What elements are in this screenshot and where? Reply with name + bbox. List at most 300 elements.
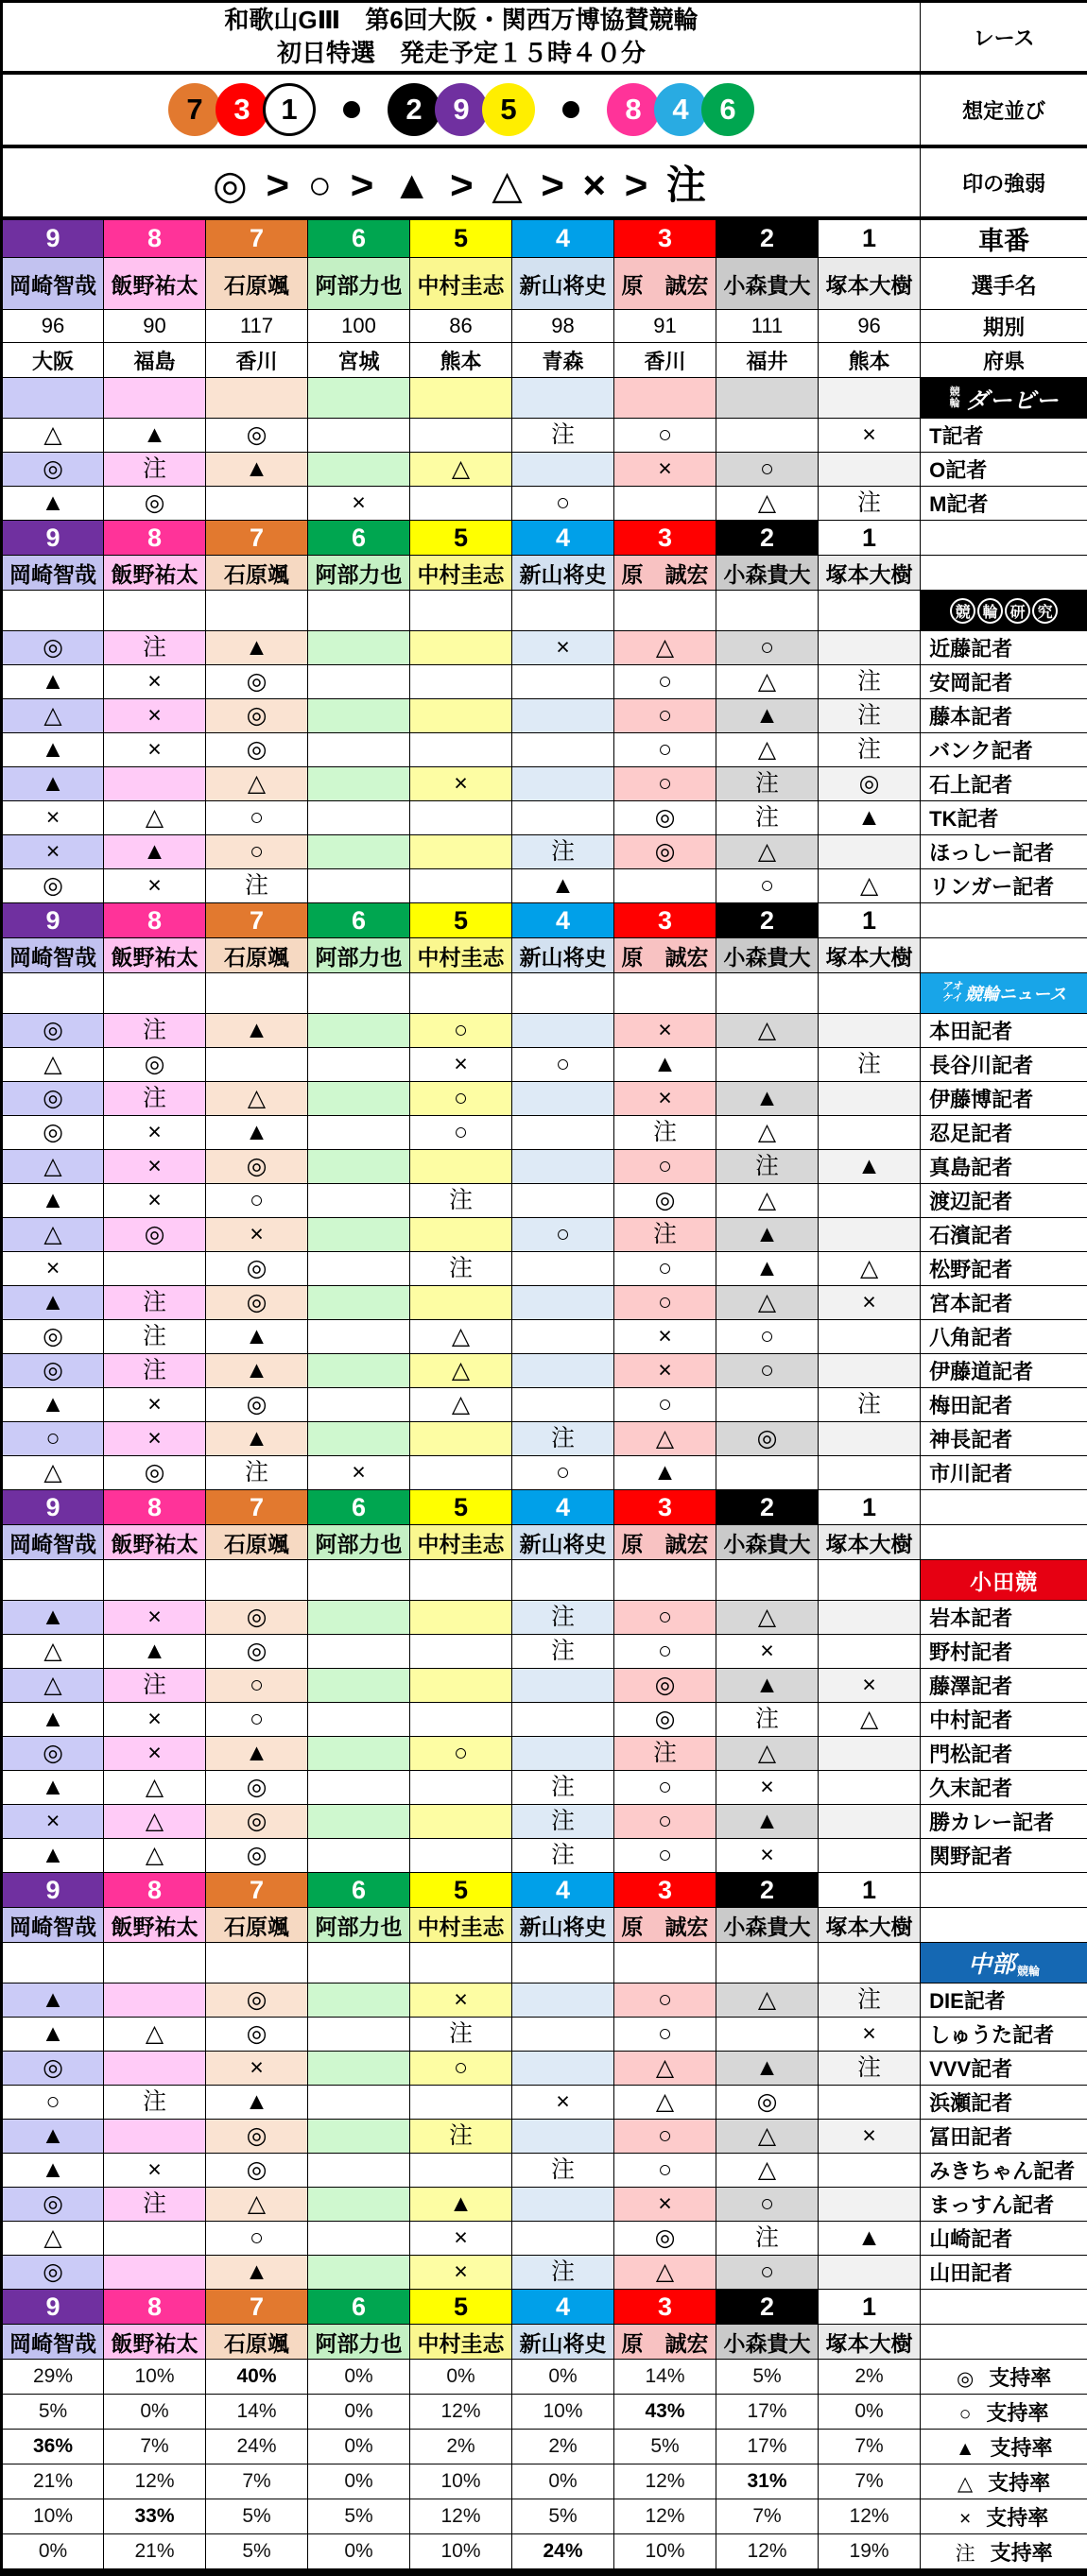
rider-period-cell: 96: [2, 310, 104, 343]
rider-name-cell: 中村圭志: [410, 1525, 512, 1560]
car-number-row: [2, 521, 1087, 556]
media-logo-row: [2, 973, 1087, 1014]
prediction-mark-cell: △: [206, 1082, 308, 1116]
rider-name-cell: 塚本大樹: [819, 938, 921, 973]
prediction-mark-cell: 注: [410, 1184, 512, 1218]
lineup-separator-dot-icon: [562, 101, 579, 118]
support-rate-cell: 0%: [308, 2534, 410, 2573]
prediction-mark-cell: ○: [614, 665, 716, 699]
car-number-cell: 6: [308, 1490, 410, 1525]
prediction-mark-cell: 注: [410, 1252, 512, 1286]
car-number-cell: 3: [614, 903, 716, 938]
rider-name-label: [921, 2325, 1087, 2360]
prediction-mark-cell: △: [104, 1771, 206, 1805]
prediction-mark-cell: ▲: [2, 665, 104, 699]
prediction-mark-cell: [308, 1150, 410, 1184]
rider-period-cell: 100: [308, 310, 410, 343]
reporter-marks-row: [2, 2154, 1087, 2188]
race-title: [2, 2, 921, 74]
prediction-mark-cell: ◎: [2, 2256, 104, 2290]
empty-cell: [512, 1943, 614, 1984]
car-number-cell: 1: [819, 2290, 921, 2325]
support-rate-label: [921, 2395, 1087, 2430]
prediction-mark-cell: ○: [716, 1354, 819, 1388]
rider-name-cell: 石原颯: [206, 1908, 308, 1943]
support-rate-cell: 12%: [410, 2395, 512, 2430]
prediction-mark-cell: [104, 2256, 206, 2290]
prediction-mark-cell: [308, 1422, 410, 1456]
car-number-cell: 7: [206, 1873, 308, 1908]
car-number-cell: 9: [2, 521, 104, 556]
reporter-name: リンガー記者: [921, 869, 1087, 903]
prediction-mark-cell: ◎: [206, 419, 308, 453]
lineup-circle-8: 8: [607, 83, 660, 136]
prediction-mark-cell: △: [716, 1014, 819, 1048]
reporter-marks-row: [2, 1805, 1087, 1839]
car-number-cell: 9: [2, 218, 104, 258]
prediction-mark-cell: ▲: [614, 1456, 716, 1490]
prediction-mark-cell: ○: [512, 1218, 614, 1252]
rider-period-cell: 91: [614, 310, 716, 343]
prediction-mark-cell: ▲: [2, 2154, 104, 2188]
prediction-mark-cell: 注: [512, 1635, 614, 1669]
prediction-mark-cell: ▲: [614, 1048, 716, 1082]
reporter-marks-row: [2, 2052, 1087, 2086]
period-row: [2, 310, 1087, 343]
car-number-cell: 9: [2, 2290, 104, 2325]
rider-name-cell: 岡崎智哉: [2, 258, 104, 310]
prediction-mark-cell: ×: [512, 2086, 614, 2120]
rider-name-label: [921, 938, 1087, 973]
prediction-mark-cell: ×: [104, 1116, 206, 1150]
media-logo-cell: [921, 591, 1087, 631]
prediction-mark-cell: [410, 1286, 512, 1320]
reporter-marks-row: [2, 1635, 1087, 1669]
prediction-mark-cell: [512, 1286, 614, 1320]
prediction-mark-cell: ×: [819, 2018, 921, 2052]
prediction-mark-cell: ◎: [614, 835, 716, 869]
rider-prefecture-cell: 熊本: [410, 343, 512, 378]
prediction-mark-cell: ◎: [2, 1116, 104, 1150]
prediction-mark-cell: [512, 2018, 614, 2052]
prediction-mark-cell: △: [410, 453, 512, 487]
support-rate-cell: 10%: [512, 2395, 614, 2430]
prediction-mark-cell: ◎: [716, 1422, 819, 1456]
empty-cell: [308, 378, 410, 419]
rider-period-cell: 117: [206, 310, 308, 343]
prediction-mark-cell: 注: [512, 835, 614, 869]
prediction-mark-cell: △: [716, 487, 819, 521]
prediction-mark-cell: 注: [819, 699, 921, 733]
aokei-logo-stack: [941, 982, 962, 1004]
prediction-mark-cell: ×: [614, 453, 716, 487]
prediction-mark-cell: [819, 1601, 921, 1635]
car-number-cell: 7: [206, 218, 308, 258]
prediction-mark-cell: △: [614, 2086, 716, 2120]
car-number-cell: 4: [512, 1490, 614, 1525]
rider-name-cell: 小森貴大: [716, 1908, 819, 1943]
car-number-cell: 5: [410, 2290, 512, 2325]
car-number-cell: 1: [819, 903, 921, 938]
reporter-name: 久末記者: [921, 1771, 1087, 1805]
car-number-cell: 4: [512, 903, 614, 938]
reporter-name: 野村記者: [921, 1635, 1087, 1669]
support-rate-cell: 12%: [716, 2534, 819, 2573]
lineup-circle-6: 6: [701, 83, 754, 136]
empty-cell: [104, 973, 206, 1014]
prediction-mark-cell: 注: [716, 767, 819, 801]
rider-name-cell: 小森貴大: [716, 556, 819, 591]
prediction-mark-cell: [410, 487, 512, 521]
prediction-mark-cell: ×: [104, 1184, 206, 1218]
prediction-mark-cell: 注: [716, 1703, 819, 1737]
prediction-mark-cell: [512, 453, 614, 487]
support-rate-label: [921, 2430, 1087, 2464]
car-number-cell: 3: [614, 1873, 716, 1908]
prediction-mark-cell: [410, 1805, 512, 1839]
prediction-mark-cell: ▲: [2, 1984, 104, 2018]
prediction-mark-cell: ○: [512, 1456, 614, 1490]
prediction-mark-cell: [819, 1014, 921, 1048]
car-number-cell: 2: [716, 218, 819, 258]
prediction-mark-cell: [512, 1082, 614, 1116]
prediction-mark-cell: 注: [614, 1218, 716, 1252]
prediction-mark-cell: ○: [2, 2086, 104, 2120]
reporter-name: 山田記者: [921, 2256, 1087, 2290]
reporter-name: 長谷川記者: [921, 1048, 1087, 1082]
rider-prefecture-cell: 青森: [512, 343, 614, 378]
support-rate-cell: 0%: [512, 2464, 614, 2499]
prediction-mark-cell: [308, 2154, 410, 2188]
prediction-mark-cell: [410, 2086, 512, 2120]
prediction-mark-cell: [410, 1218, 512, 1252]
reporter-marks-row: [2, 2120, 1087, 2154]
support-rate-cell: 12%: [410, 2499, 512, 2534]
car-number-cell: 5: [410, 218, 512, 258]
support-rate-cell: 5%: [716, 2360, 819, 2395]
rider-period-cell: 111: [716, 310, 819, 343]
reporter-marks-row: [2, 1601, 1087, 1635]
prediction-mark-cell: ×: [206, 1218, 308, 1252]
prediction-mark-cell: ×: [308, 1456, 410, 1490]
media-logo-cell: [921, 378, 1087, 419]
rider-name-cell: 飯野祐太: [104, 2325, 206, 2360]
prediction-mark-cell: ▲: [2, 1184, 104, 1218]
prediction-mark-cell: [308, 1771, 410, 1805]
reporter-name: O記者: [921, 453, 1087, 487]
reporter-name: 藤澤記者: [921, 1669, 1087, 1703]
prediction-mark-cell: △: [716, 835, 819, 869]
prediction-mark-cell: [206, 1048, 308, 1082]
empty-cell: [716, 1560, 819, 1601]
prediction-mark-cell: △: [2, 1150, 104, 1184]
prediction-mark-cell: ×: [104, 733, 206, 767]
reporter-name: みきちゃん記者: [921, 2154, 1087, 2188]
prediction-mark-cell: ◎: [206, 1252, 308, 1286]
car-number-cell: 6: [308, 218, 410, 258]
reporter-name: 八角記者: [921, 1320, 1087, 1354]
support-rate-row: [2, 2395, 1087, 2430]
support-rate-cell: 0%: [410, 2360, 512, 2395]
reporter-marks-row: [2, 1388, 1087, 1422]
reporter-name: VVV記者: [921, 2052, 1087, 2086]
prediction-mark-cell: ○: [716, 2188, 819, 2222]
empty-cell: [614, 1943, 716, 1984]
prediction-mark-cell: ▲: [206, 1116, 308, 1150]
prediction-mark-cell: [512, 1320, 614, 1354]
rider-name-label: [921, 1908, 1087, 1943]
prediction-mark-cell: ○: [614, 1601, 716, 1635]
rider-name-cell: 原 誠宏: [614, 2325, 716, 2360]
prediction-mark-cell: [614, 869, 716, 903]
prediction-mark-cell: [410, 1422, 512, 1456]
prediction-mark-cell: ○: [206, 835, 308, 869]
empty-cell: [716, 1943, 819, 1984]
empty-cell: [716, 973, 819, 1014]
support-rate-cell: 5%: [512, 2499, 614, 2534]
support-rate-cell: 10%: [410, 2464, 512, 2499]
prediction-mark-cell: ◎: [716, 2086, 819, 2120]
prediction-mark-cell: [410, 733, 512, 767]
prediction-mark-cell: △: [104, 801, 206, 835]
lineup-cell: [2, 73, 921, 146]
prediction-mark-cell: ○: [614, 1984, 716, 2018]
prediction-mark-cell: ▲: [206, 453, 308, 487]
prediction-mark-cell: ×: [512, 631, 614, 665]
prediction-mark-cell: [716, 419, 819, 453]
support-rate-text: 支持率: [991, 2436, 1053, 2460]
prediction-mark-cell: [512, 2188, 614, 2222]
reporter-name: 岩本記者: [921, 1601, 1087, 1635]
car-number-cell: 5: [410, 1873, 512, 1908]
rider-name-cell: 小森貴大: [716, 1525, 819, 1560]
support-mark-symbol: 注: [956, 2543, 975, 2565]
support-rate-text: 支持率: [986, 2506, 1048, 2530]
prediction-mark-cell: ▲: [2, 1286, 104, 1320]
reporter-name: 忍足記者: [921, 1116, 1087, 1150]
prediction-mark-cell: ×: [104, 1388, 206, 1422]
support-rate-row: [2, 2534, 1087, 2573]
prediction-mark-cell: ○: [614, 2120, 716, 2154]
rider-period-cell: 98: [512, 310, 614, 343]
prediction-mark-cell: ▲: [206, 1354, 308, 1388]
car-number-label: [921, 1490, 1087, 1525]
race-title-line1: 和歌山GⅢ 第6回大阪・関西万博協賛競輪: [3, 4, 920, 37]
rider-name-row: [2, 938, 1087, 973]
prediction-mark-cell: 注: [819, 733, 921, 767]
prediction-mark-cell: ○: [716, 453, 819, 487]
prediction-mark-cell: 注: [819, 665, 921, 699]
reporter-marks-row: [2, 1116, 1087, 1150]
kenkyu-logo-char: 究: [1032, 598, 1058, 624]
rider-prefecture-cell: 福島: [104, 343, 206, 378]
prediction-mark-cell: ×: [614, 1014, 716, 1048]
support-rate-cell: 33%: [104, 2499, 206, 2534]
prediction-mark-cell: [819, 1082, 921, 1116]
prediction-mark-cell: 注: [614, 1116, 716, 1150]
prediction-mark-cell: ○: [410, 1116, 512, 1150]
kenkyu-logo-char: 輪: [977, 598, 1003, 624]
prediction-mark-cell: ○: [410, 1737, 512, 1771]
reporter-marks-row: [2, 419, 1087, 453]
empty-cell: [2, 1943, 104, 1984]
support-rate-cell: 0%: [2, 2534, 104, 2573]
reporter-marks-row: [2, 1048, 1087, 1082]
reporter-marks-row: [2, 1669, 1087, 1703]
rider-prefecture-cell: 宮城: [308, 343, 410, 378]
prediction-mark-cell: [308, 1839, 410, 1873]
prediction-mark-cell: 注: [512, 1771, 614, 1805]
prediction-mark-cell: ○: [614, 1388, 716, 1422]
prediction-mark-cell: [512, 1116, 614, 1150]
prediction-mark-cell: △: [716, 665, 819, 699]
car-number-cell: 5: [410, 521, 512, 556]
prediction-mark-cell: ×: [410, 2256, 512, 2290]
prediction-mark-cell: ×: [410, 767, 512, 801]
prediction-mark-cell: [308, 733, 410, 767]
prediction-mark-cell: ◎: [206, 1805, 308, 1839]
lineup-circle-4: 4: [654, 83, 707, 136]
prediction-mark-cell: ◎: [206, 2120, 308, 2154]
rider-name-cell: 新山将史: [512, 1908, 614, 1943]
reporter-name: 伊藤道記者: [921, 1354, 1087, 1388]
prediction-mark-cell: 注: [104, 453, 206, 487]
prediction-mark-cell: △: [614, 2052, 716, 2086]
prediction-mark-cell: △: [614, 1422, 716, 1456]
car-number-cell: 2: [716, 2290, 819, 2325]
support-rate-cell: 29%: [2, 2360, 104, 2395]
prediction-mark-cell: ▲: [716, 2052, 819, 2086]
prediction-mark-cell: ◎: [206, 1635, 308, 1669]
prediction-mark-cell: [410, 1456, 512, 1490]
prediction-mark-cell: [410, 869, 512, 903]
empty-cell: [819, 973, 921, 1014]
rider-name-cell: 小森貴大: [716, 938, 819, 973]
rider-name-cell: 石原颯: [206, 2325, 308, 2360]
prediction-mark-cell: ▲: [2, 1771, 104, 1805]
prediction-mark-cell: 注: [104, 1286, 206, 1320]
prediction-mark-cell: 注: [104, 2188, 206, 2222]
car-number-cell: 9: [2, 903, 104, 938]
prediction-mark-cell: [104, 1984, 206, 2018]
reporter-name: 真島記者: [921, 1150, 1087, 1184]
reporter-marks-row: [2, 1422, 1087, 1456]
prediction-mark-cell: ×: [614, 1354, 716, 1388]
empty-cell: [410, 973, 512, 1014]
prediction-mark-cell: ▲: [716, 1082, 819, 1116]
prediction-mark-cell: 注: [512, 1805, 614, 1839]
empty-cell: [512, 591, 614, 631]
rider-name-cell: 飯野祐太: [104, 556, 206, 591]
rider-prefecture-cell: 香川: [206, 343, 308, 378]
prediction-mark-cell: [410, 699, 512, 733]
prediction-mark-cell: ○: [614, 767, 716, 801]
prediction-mark-cell: [308, 1184, 410, 1218]
prediction-mark-cell: ◎: [819, 767, 921, 801]
prediction-mark-cell: [716, 1048, 819, 1082]
support-rate-cell: 2%: [410, 2430, 512, 2464]
prediction-mark-cell: [206, 487, 308, 521]
prediction-mark-cell: ◎: [206, 1984, 308, 2018]
reporter-name: 関野記者: [921, 1839, 1087, 1873]
prediction-mark-cell: [308, 1014, 410, 1048]
rider-name-cell: 塚本大樹: [819, 2325, 921, 2360]
prediction-mark-cell: [410, 2154, 512, 2188]
prediction-mark-cell: [308, 1737, 410, 1771]
car-number-cell: 3: [614, 2290, 716, 2325]
reporter-marks-row: [2, 1703, 1087, 1737]
prediction-mark-cell: [410, 1703, 512, 1737]
prediction-mark-cell: [614, 487, 716, 521]
prediction-mark-cell: ◎: [2, 1082, 104, 1116]
prediction-mark-cell: [308, 1320, 410, 1354]
legend-row: [2, 146, 1087, 218]
prediction-mark-cell: ○: [614, 1839, 716, 1873]
prediction-mark-cell: 注: [206, 869, 308, 903]
prediction-mark-cell: ◎: [206, 1150, 308, 1184]
media-logo-row: [2, 1560, 1087, 1601]
media-logo-row: [2, 378, 1087, 419]
rider-name-cell: 石原颯: [206, 938, 308, 973]
prediction-mark-cell: [308, 1805, 410, 1839]
prediction-mark-cell: ×: [104, 2154, 206, 2188]
aokei-logo-stack-bottom: ケイ: [941, 993, 962, 1005]
prediction-mark-cell: [716, 1456, 819, 1490]
prediction-mark-cell: [512, 1184, 614, 1218]
support-rate-row: [2, 2360, 1087, 2395]
support-rate-cell: 10%: [104, 2360, 206, 2395]
prediction-mark-cell: ▲: [2, 1601, 104, 1635]
prediction-mark-cell: [104, 767, 206, 801]
lineup-circle-1: 1: [263, 83, 316, 136]
car-number-cell: 1: [819, 521, 921, 556]
prediction-mark-cell: [308, 869, 410, 903]
empty-cell: [206, 973, 308, 1014]
prefecture-row: [2, 343, 1087, 378]
prediction-mark-cell: ○: [206, 2222, 308, 2256]
car-number-cell: 7: [206, 1490, 308, 1525]
prediction-mark-cell: [308, 1601, 410, 1635]
prediction-mark-cell: △: [716, 1984, 819, 2018]
prediction-mark-cell: ×: [2, 835, 104, 869]
prediction-mark-cell: [512, 1703, 614, 1737]
support-rate-cell: 5%: [206, 2499, 308, 2534]
prediction-mark-cell: 注: [819, 1984, 921, 2018]
prediction-mark-cell: △: [206, 2188, 308, 2222]
prediction-mark-cell: ▲: [2, 2120, 104, 2154]
rider-name-cell: 阿部力也: [308, 1908, 410, 1943]
car-number-cell: 9: [2, 1490, 104, 1525]
empty-cell: [614, 378, 716, 419]
prediction-mark-cell: ○: [716, 631, 819, 665]
prediction-mark-cell: 注: [819, 487, 921, 521]
prediction-mark-cell: △: [819, 1252, 921, 1286]
prediction-mark-cell: ○: [410, 2052, 512, 2086]
title-row: [2, 2, 1087, 74]
support-rate-cell: 14%: [206, 2395, 308, 2430]
support-rate-row: [2, 2430, 1087, 2464]
prediction-mark-cell: [512, 767, 614, 801]
rider-period-cell: 86: [410, 310, 512, 343]
prediction-mark-cell: ×: [104, 1422, 206, 1456]
keirin-derby-logo: [921, 378, 1087, 418]
prediction-mark-cell: ○: [614, 1150, 716, 1184]
prediction-mark-cell: ◎: [2, 1737, 104, 1771]
rider-name-cell: 阿部力也: [308, 258, 410, 310]
prediction-mark-cell: [308, 1669, 410, 1703]
support-rate-cell: 10%: [614, 2534, 716, 2573]
prediction-mark-cell: ◎: [2, 869, 104, 903]
